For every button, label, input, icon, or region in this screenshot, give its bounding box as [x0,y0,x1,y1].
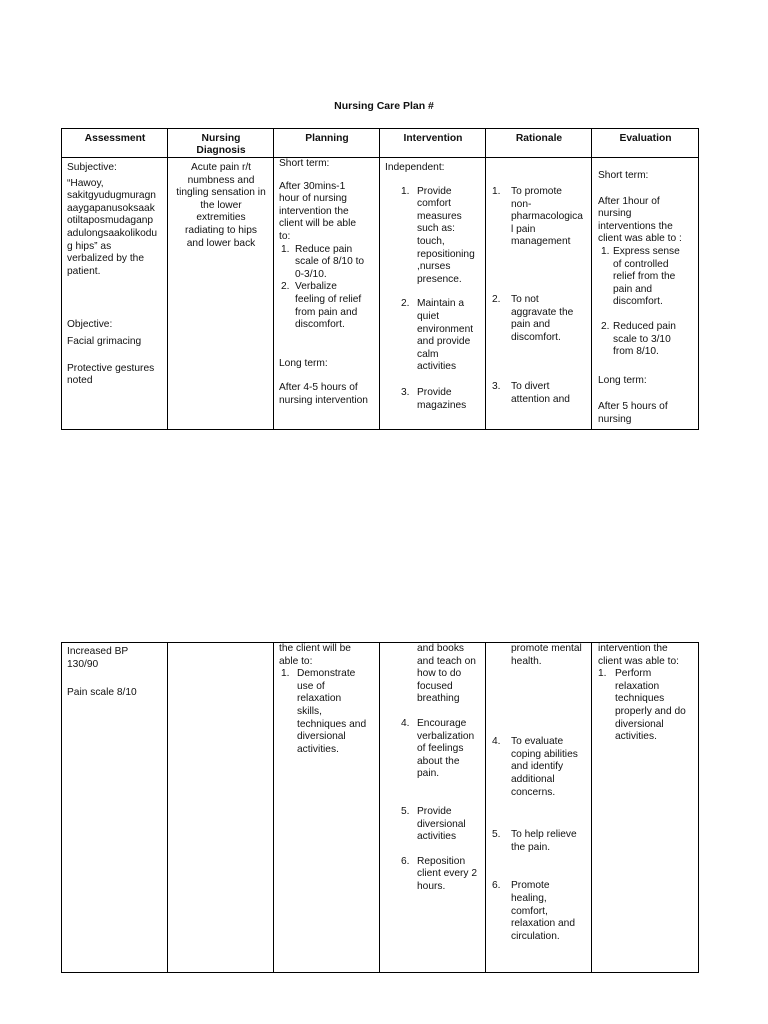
header-divider [62,157,699,158]
independent-label: Independent: [385,162,445,173]
evaluation-continued: intervention the client was able to: [598,643,679,667]
care-plan-table-page1 [61,128,699,430]
planning-cell [279,158,379,408]
care-plan-title: Nursing Care Plan # [334,100,434,112]
planning-goal-1: 1. Reduce pain scale of 8/10 to 0-3/10. [281,243,365,280]
rationale-4: 4. To evaluate coping abilities and identify additional concerns. [492,736,578,798]
rationale-2: 2. To not aggravate the pain and discomfort. [492,293,574,343]
objective-label: Objective: [67,319,113,331]
header-planning: Planning [305,133,349,144]
intervention-6: 6. Reposition client every 2 hours. [401,855,478,892]
intervention-3-continued: and books and teach on how to do focused breathing [417,643,476,705]
rationale-1: 1. To promote non- pharmacologica l pain management [492,186,583,248]
planning-long-term-label: Long term: [279,357,328,369]
evaluation-long-term-text: After 5 hours of nursing [598,401,668,425]
objective-protective-gestures: Protective gestures noted [67,362,155,387]
evaluation-short-term-label: Short term: [598,170,649,181]
header-evaluation: Evaluation [619,133,672,144]
header-intervention: Intervention [403,133,463,144]
intervention-3: 3. Provide magazines [401,386,467,411]
planning-continued: the client will be able to: [279,643,351,667]
objective-facial-grimacing: Facial grimacing [67,335,142,347]
increased-bp: Increased BP 130/90 [67,646,129,670]
rationale-3-continued: promote mental health. [511,643,582,667]
planning-goal-2: 2. Verbalize feeling of relief from pain and discomfort. [281,281,362,331]
patient-quote: “Hawoy, sakitgyudugmuragn aaygapanusoksaak otiltaposmudaganp adulongsaakolikodu g hips” as verbalized by the patient. [67,177,158,277]
evaluation-long-term-label: Long term: [598,374,647,386]
rationale-5: 5. To help relieve the pain. [492,829,577,853]
evaluation-short-term-intro: After 1hour of nursing interventions the client was able to : [598,195,682,245]
evaluation-long-outcome-1: 1. Perform relaxation techniques properly and do diversional activities. [598,668,686,743]
intervention-1: 1. Provide comfort measures such as: touch, repositioning ,nurses presence. [401,185,475,285]
header-nursing-diagnosis: Nursing Diagnosis [196,133,246,156]
planning-short-term-intro: After 30mins-1 hour of nursing intervention the client will be able to: [279,180,357,242]
evaluation-outcome-1: 1. Express sense of controlled relief from the pain and discomfort. [601,245,680,308]
subjective-label: Subjective: [67,162,117,173]
rationale-3: 3. To divert attention and [492,381,570,405]
intervention-2: 2. Maintain a quiet environment and provide calm activities [401,298,474,373]
assessment-cell [67,646,167,700]
intervention-cell [385,643,485,894]
pain-scale: Pain scale 8/10 [67,687,137,699]
rationale-6: 6. Promote healing, comfort, relaxation and circulation. [492,880,576,942]
evaluation-cell [598,643,698,744]
rationale-cell [492,186,592,407]
planning-long-term-text: After 4-5 hours of nursing intervention [279,382,368,406]
header-rationale: Rationale [515,133,563,144]
evaluation-outcome-2: 2. Reduced pain scale to 3/10 from 8/10. [601,320,676,358]
assessment-cell [67,162,167,388]
planning-cell [279,643,379,756]
intervention-5: 5. Provide diversional activities [401,805,466,843]
planning-short-term-label: Short term: [279,158,330,169]
table-bottom-border [62,429,699,430]
header-assessment: Assessment [84,133,146,144]
intervention-4: 4. Encourage verbalization of feelings about the pain. [401,717,475,780]
intervention-cell [385,162,485,412]
table-bottom-border [62,972,699,973]
care-plan-table-page2 [61,642,699,973]
evaluation-cell [598,170,698,427]
rationale-cell [492,643,592,943]
column-diagnosis [168,643,274,973]
planning-goal-long-1: 1. Demonstrate use of relaxation skills, techniques and diversional activities. [281,668,367,755]
nursing-diagnosis-text: Acute pain r/t numbness and tingling sensation in the lower extremities radiating to hips and lower back [176,162,266,249]
